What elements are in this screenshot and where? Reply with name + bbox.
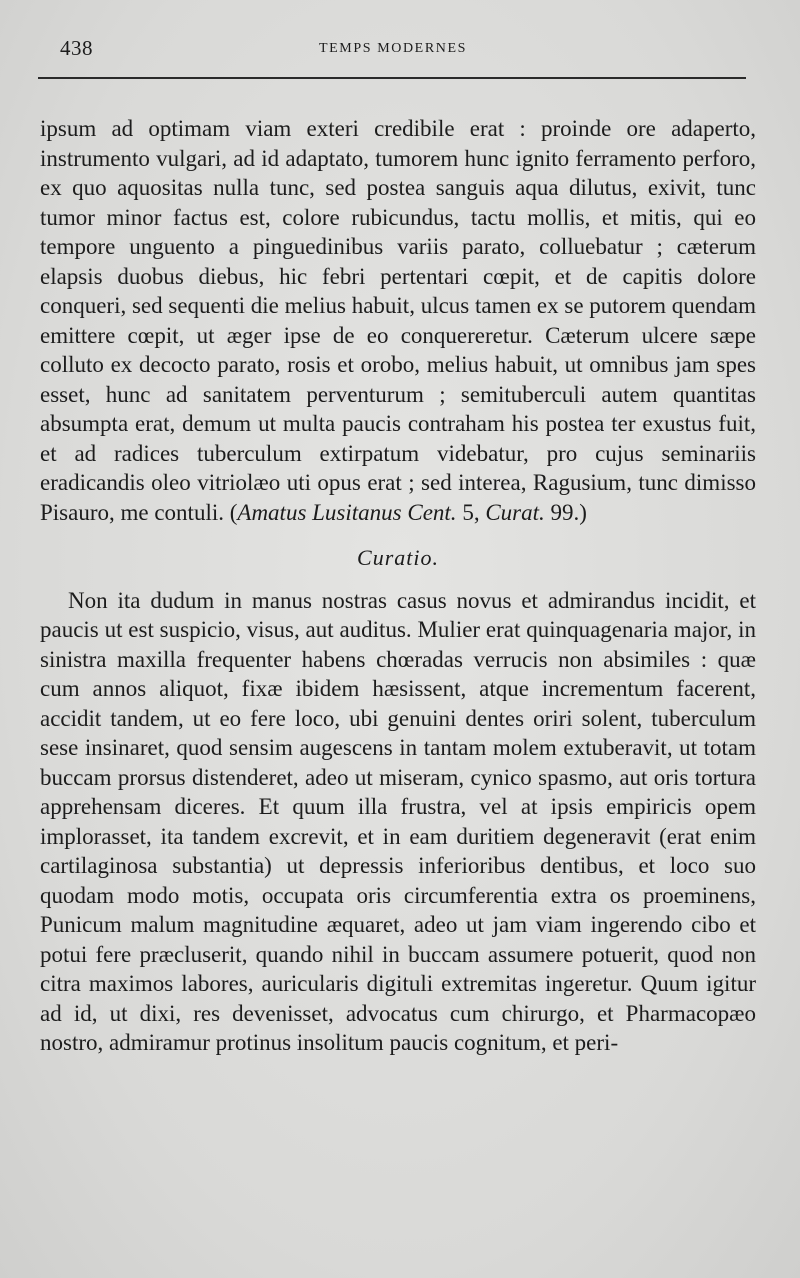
citation-end: 99.) [544, 499, 587, 525]
running-title: TEMPS MODERNES [318, 41, 468, 56]
citation-work: Curat. [485, 499, 545, 525]
page-number: 438 [60, 36, 93, 60]
paragraph-curatio [40, 586, 756, 1058]
citation-number: 5, [456, 499, 486, 525]
paragraph-2-text: Non ita dudum in manus nostras casus novus et admirandus incidit, et paucis ut est suspicio, visus, aut auditus. Mulier erat quinquagenaria major, in sinistra maxilla frequenter habens chœradas verrucis non absimiles : quæ cum annos aliquot, fixæ ibidem hæsissent, atque incrementum facerent, accidit tandem, ut eo fere loco, ubi genuini dentes oriri solent, tuberculum sese insinaret, quod sensim augescens in tantam molem extuberavit, ut totam buccam prorsus distenderet, adeo ut miseram, cynico spasmo, aut oris tortura apprehensam diceres. Et quum illa frustra, vel at ipsis empiricis opem implorasset, ita tandem excrevit, et in eam duritiem degeneravit (erat enim cartilaginosa substantia) ut depressis inferioribus dentibus, et loco suo quodam modo motis, occupata oris circumferentia extra os proeminens, Punicum malum magnitudine æquaret, adeo ut jam viam ingerendo cibo et potui fere præcluserit, quando nihil in buccam assumere potuerit, quod non citra maximos labores, auricularis digituli extremitas ingeretur. Quum igitur ad id, ut dixi, res devenisset, advocatus cum chirurgo, et Pharmacopæo nostro, admiramur protinus insolitum paucis cognitum, et peri- [40, 587, 756, 1055]
body-text [40, 114, 756, 1058]
citation-author: Amatus Lusitanus Cent. [237, 499, 457, 525]
section-heading: Curatio. [357, 545, 439, 570]
paragraph-continued [40, 114, 756, 527]
header-rule [38, 77, 746, 79]
running-head [40, 36, 746, 66]
paragraph-1-text: ipsum ad optimam viam exteri credibile erat : proinde ore adaperto, instrumento vulgari, ad id adaptato, tumorem hunc ignito ferramento perforo, ex quo aquositas nulla tunc, sed postea sanguis aqua dilutus, exivit, tunc tumor minor factus est, colore rubicundus, tactu mollis, et mitis, qui eo tempore unguento a pinguedinibus variis parato, colluebatur ; cæterum elapsis duobus diebus, hic febri pertentari cœpit, et de capitis dolore conqueri, sed sequenti die melius habuit, ulcus tamen ex se putorem quendam emittere cœpit, ut æger ipse de eo conquereretur. Cæterum ulcere sæpe colluto ex decocto parato, rosis et orobo, melius habuit, ut omnibus jam spes esset, hunc ad sanitatem perventurum ; semituberculi autem quantitas absumpta erat, demum ut multa paucis contraham his postea ter exustus fuit, et ad radices tuberculum extirpatum videbatur, pro cujus seminariis eradicandis oleo vitriolæo uti opus erat ; sed interea, Ragusium, tunc dimisso Pisauro, me contuli. ( [40, 116, 757, 525]
